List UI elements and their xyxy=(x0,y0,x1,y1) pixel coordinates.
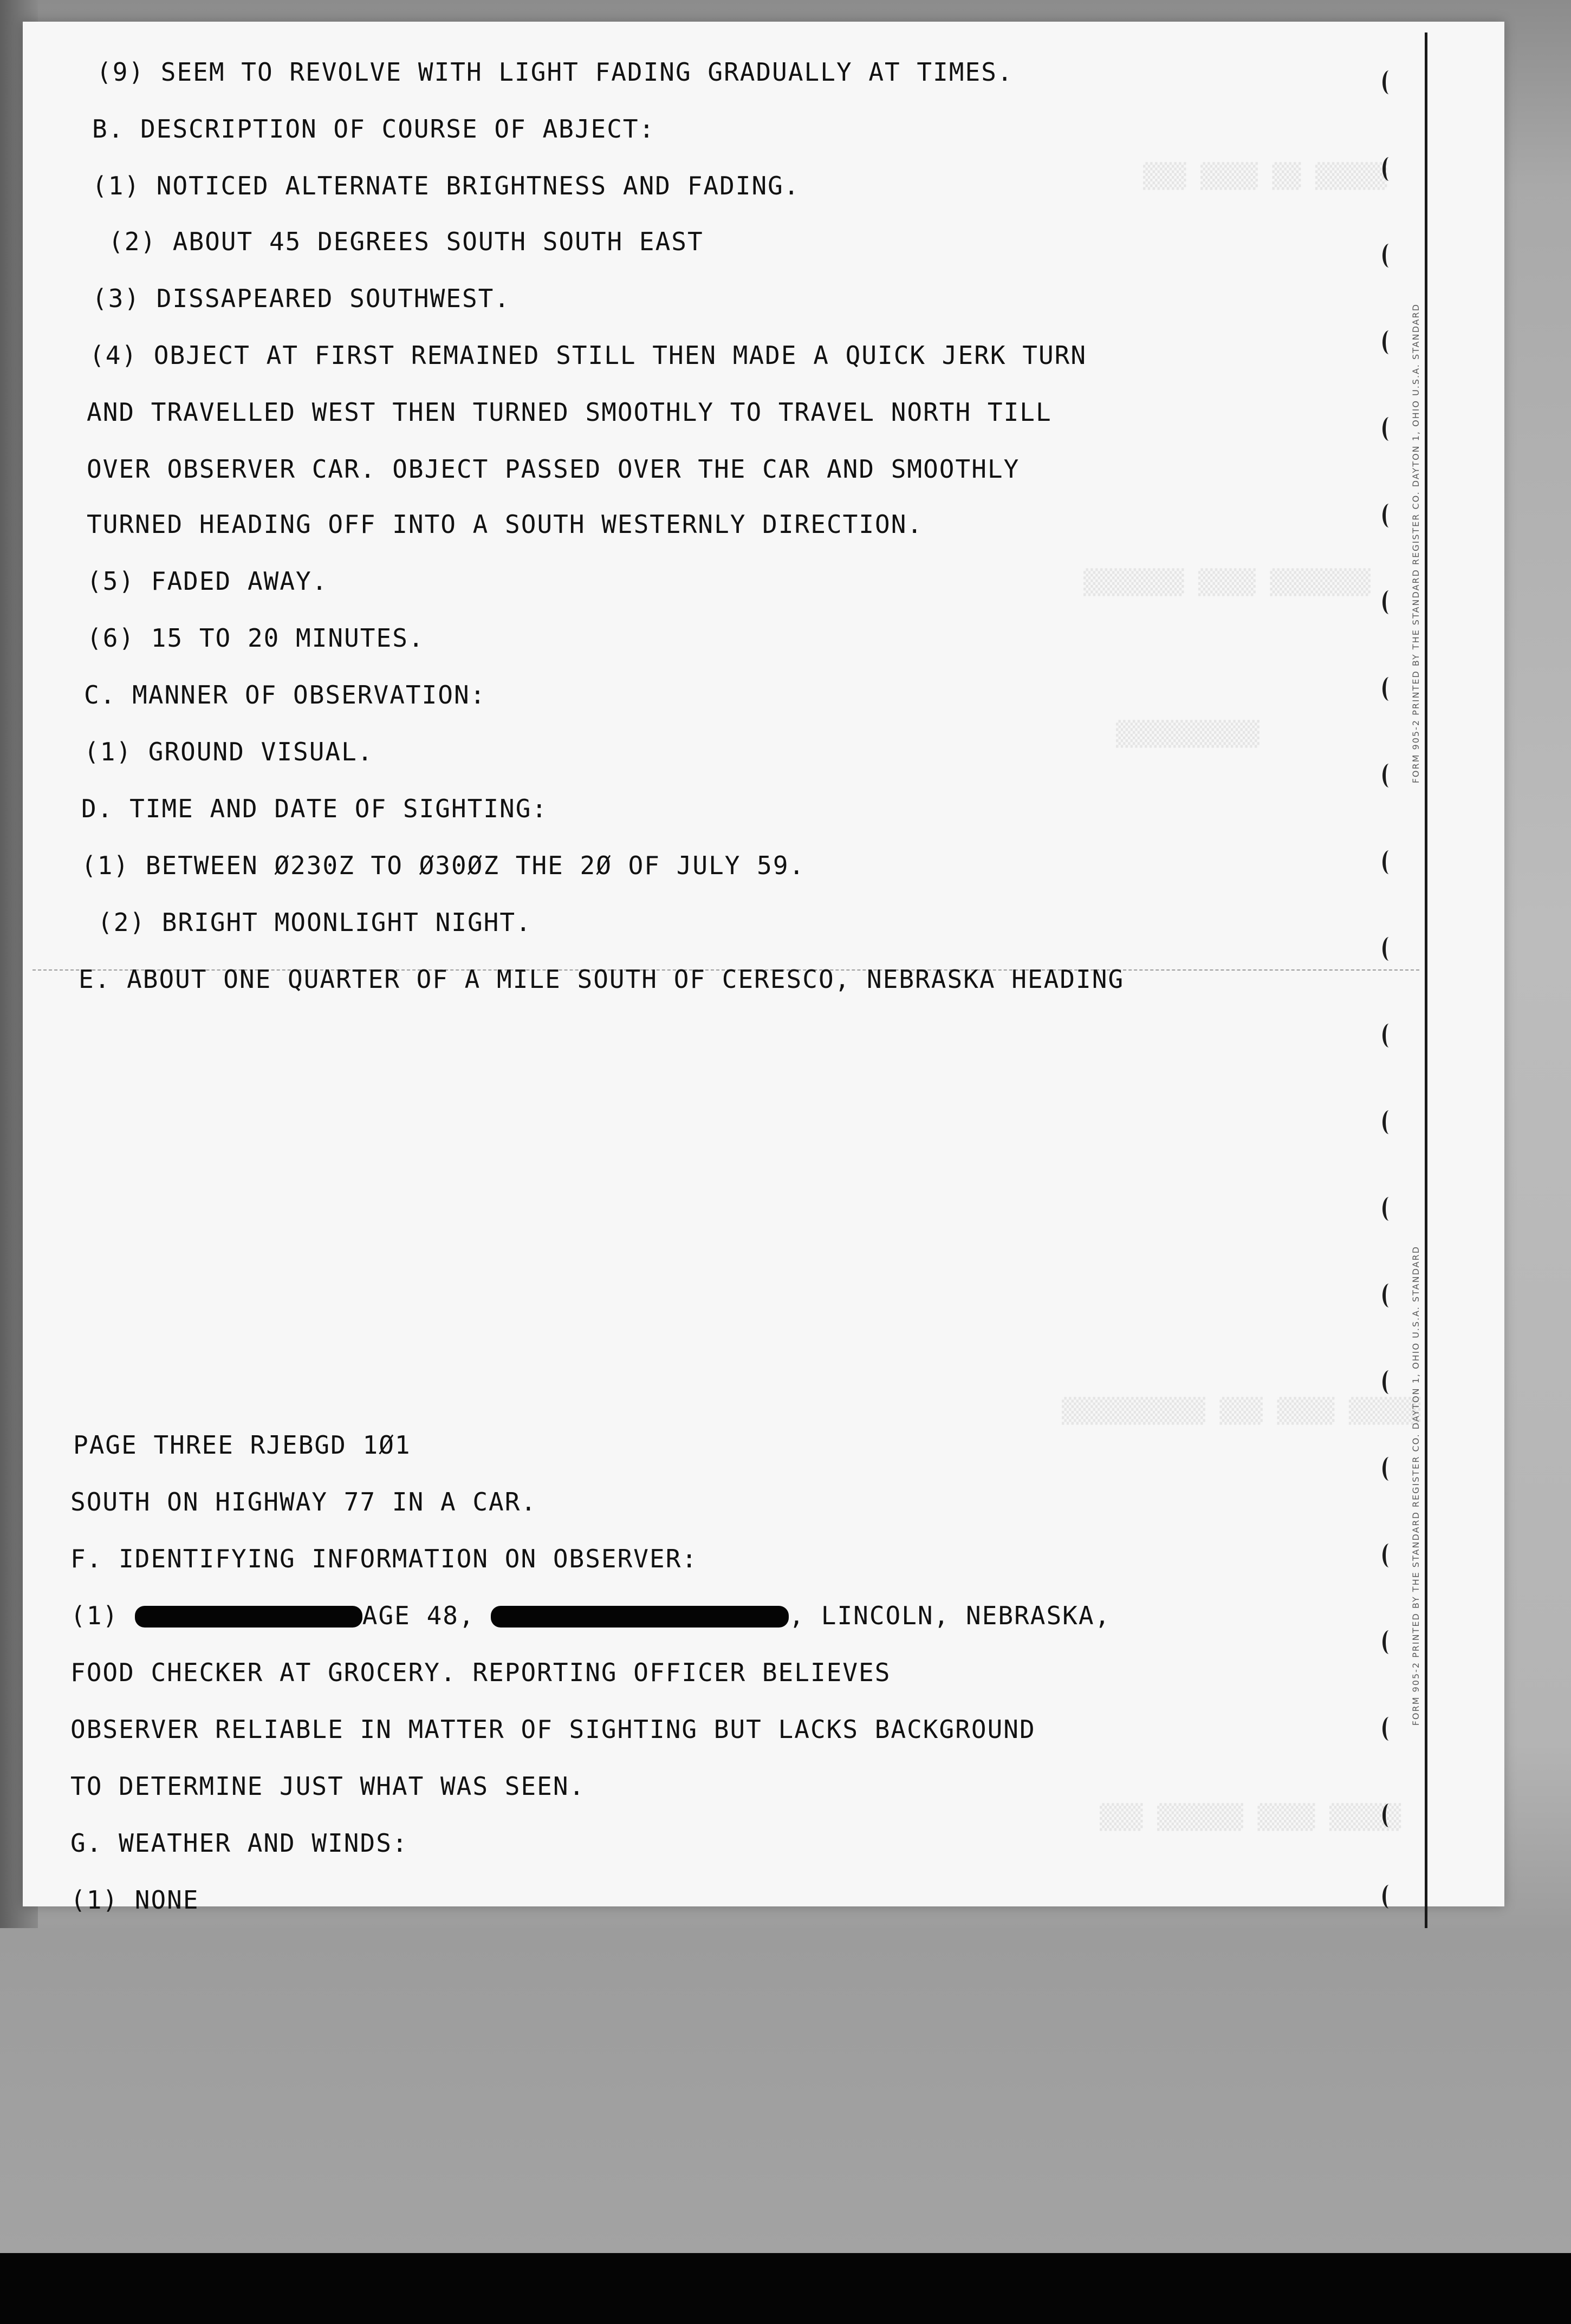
pinfeed-mark xyxy=(1382,504,1395,528)
section-heading: G. WEATHER AND WINDS: xyxy=(70,1828,408,1858)
text-line: (1) NOTICED ALTERNATE BRIGHTNESS AND FADING. xyxy=(92,171,800,200)
text-line: (5) FADED AWAY. xyxy=(87,567,328,596)
text-line: (2) BRIGHT MOONLIGHT NIGHT. xyxy=(98,908,532,937)
pinfeed-mark xyxy=(1382,937,1395,961)
pinfeed-mark xyxy=(1382,1284,1395,1307)
pinfeed-mark xyxy=(1382,1197,1395,1221)
section-heading: F. IDENTIFYING INFORMATION ON OBSERVER: xyxy=(70,1544,698,1573)
form-imprint-upper: FORM 905-2 PRINTED BY THE STANDARD REGISTER CO. DAYTON 1, OHIO U.S.A. STANDARD xyxy=(1411,303,1421,784)
slide-black-edge xyxy=(0,2253,1571,2324)
observer-city: , LINCOLN, NEBRASKA, xyxy=(789,1601,1111,1630)
pinfeed-mark xyxy=(1382,330,1395,354)
text-line-cut-off: (1) NONE xyxy=(70,1885,199,1915)
pinfeed-mark xyxy=(1382,1717,1395,1741)
redaction-name xyxy=(135,1606,362,1628)
pinfeed-mark xyxy=(1382,1024,1395,1047)
text-line: OVER OBSERVER CAR. OBJECT PASSED OVER THE CAR AND SMOOTHLY xyxy=(87,454,1020,484)
redaction-address xyxy=(491,1606,789,1628)
pinfeed-mark xyxy=(1382,677,1395,701)
observer-age: AGE 48, xyxy=(362,1601,475,1630)
text-line: (3) DISSAPEARED SOUTHWEST. xyxy=(92,284,511,313)
section-heading: C. MANNER OF OBSERVATION: xyxy=(84,680,486,709)
text-line: TURNED HEADING OFF INTO A SOUTH WESTERNLY DIRECTION. xyxy=(87,510,924,539)
text-line: SOUTH ON HIGHWAY 77 IN A CAR. xyxy=(70,1487,537,1516)
form-imprint-lower: FORM 905-2 PRINTED BY THE STANDARD REGISTER CO. DAYTON 1, OHIO U.S.A. STANDARD xyxy=(1411,1246,1421,1726)
section-heading: D. TIME AND DATE OF SIGHTING: xyxy=(81,794,548,823)
pinfeed-mark xyxy=(1382,850,1395,874)
text-line: AND TRAVELLED WEST THEN TURNED SMOOTHLY TO TRAVEL NORTH TILL xyxy=(87,398,1052,427)
pinfeed-mark xyxy=(1382,70,1395,94)
pinfeed-mark xyxy=(1382,1630,1395,1654)
pinfeed-mark xyxy=(1382,1885,1395,1909)
pinfeed-mark xyxy=(1382,244,1395,268)
text-line: (6) 15 TO 20 MINUTES. xyxy=(87,623,425,653)
text-line: (9) SEEM TO REVOLVE WITH LIGHT FADING GRADUALLY AT TIMES. xyxy=(96,57,1014,87)
slide-bottom-band xyxy=(0,1928,1571,2253)
paper-margin-rule xyxy=(1425,32,1427,1928)
text-line: TO DETERMINE JUST WHAT WAS SEEN. xyxy=(70,1772,586,1801)
text-line: E. ABOUT ONE QUARTER OF A MILE SOUTH OF CERESCO, NEBRASKA HEADING xyxy=(79,965,1125,994)
show-through-text: ▒▒▒▒▒ ▒▒ ▒▒▒▒ ▒▒▒ xyxy=(1143,162,1387,190)
pinfeed-mark xyxy=(1382,1110,1395,1134)
pinfeed-mark xyxy=(1382,417,1395,441)
text-line-redacted xyxy=(70,1603,1111,1628)
item-number: (1) xyxy=(70,1601,119,1630)
text-line: (2) ABOUT 45 DEGREES SOUTH SOUTH EAST xyxy=(108,227,704,256)
text-line: (1) GROUND VISUAL. xyxy=(84,737,374,766)
show-through-text: ▒▒▒▒▒▒▒ ▒▒▒▒ ▒▒▒▒▒▒▒ xyxy=(1083,569,1371,596)
section-heading: B. DESCRIPTION OF COURSE OF ABJECT: xyxy=(92,114,655,144)
text-line: (1) BETWEEN Ø230Z TO Ø30ØZ THE 2Ø OF JULY 59. xyxy=(81,851,806,880)
text-line: FOOD CHECKER AT GROCERY. REPORTING OFFICER BELIEVES xyxy=(70,1658,891,1687)
pinfeed-mark xyxy=(1382,1370,1395,1394)
show-through-text: ▒▒▒▒▒ ▒▒▒▒ ▒▒▒ ▒▒▒▒▒▒▒▒▒▒ xyxy=(1062,1397,1421,1425)
page-header: PAGE THREE RJEBGD 1Ø1 xyxy=(73,1430,411,1460)
show-through-text: ▒▒▒▒▒ ▒▒▒▒ ▒▒▒▒▒▒ ▒▒▒ xyxy=(1100,1804,1401,1831)
pinfeed-mark xyxy=(1382,590,1395,614)
show-through-text: ▒▒▒▒▒▒▒▒▒▒ xyxy=(1116,720,1260,748)
pinfeed-mark xyxy=(1382,764,1395,787)
pinfeed-mark xyxy=(1382,1544,1395,1567)
text-line: OBSERVER RELIABLE IN MATTER OF SIGHTING BUT LACKS BACKGROUND xyxy=(70,1715,1036,1744)
text-line: (4) OBJECT AT FIRST REMAINED STILL THEN MADE A QUICK JERK TURN xyxy=(89,341,1087,370)
pinfeed-mark xyxy=(1382,1457,1395,1481)
pinfeed-mark xyxy=(1382,157,1395,181)
pinfeed-mark xyxy=(1382,1804,1395,1827)
